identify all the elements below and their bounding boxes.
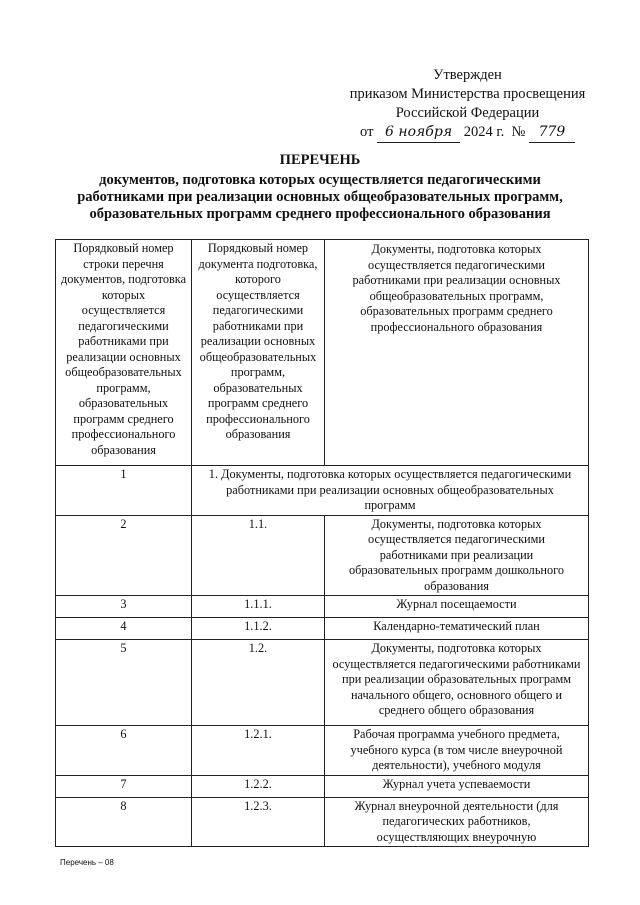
row-text: Документы, подготовка которых осуществляется педагогическими работниками при реализации образовательных программ начального общего, основного общего и среднего общего образования — [325, 640, 589, 726]
order-line — [330, 123, 605, 143]
title-line-1: документов, подготовка которых осуществляется педагогическими — [99, 172, 541, 188]
approval-ministry: приказом Министерства просвещения — [349, 86, 586, 102]
row-text: Календарно-тематический план — [325, 618, 589, 640]
row-number: 5 — [56, 640, 192, 726]
row-text: Журнал внеурочной деятельности (для педагогических работников, осуществляющих внеурочную — [325, 797, 589, 847]
row-text: Журнал посещаемости — [325, 596, 589, 618]
row-number: 8 — [56, 797, 192, 847]
row-code: 1.2.2. — [192, 775, 325, 797]
table-row — [56, 596, 589, 618]
row-code: 1.1. — [192, 515, 325, 596]
page-footer: Перечень – 08 — [60, 858, 114, 867]
table-section-row — [56, 466, 589, 516]
approval-title: Утвержден — [433, 67, 502, 83]
row-text: Рабочая программа учебного предмета, учебного курса (в том числе внеурочной деятельности), учебного модуля — [325, 726, 589, 776]
header-documents: Документы, подготовка которых осуществляется педагогическими работниками при реализации основных общеобразовательных программ, образовательных программ среднего профессионального образования — [325, 240, 589, 466]
row-number: 3 — [56, 596, 192, 618]
order-prefix: от — [360, 124, 374, 140]
handwritten-date: 6 ноября — [377, 123, 460, 143]
row-code: 1.2. — [192, 640, 325, 726]
approval-block — [330, 66, 605, 143]
section-row-text: 1. Документы, подготовка которых осуществляется педагогическими работниками при реализации основных общеобразовательных программ — [192, 466, 589, 516]
title-line-2: работниками при реализации основных общеобразовательных программ, — [77, 189, 563, 205]
number-sign: № — [511, 124, 526, 140]
table-row — [56, 515, 589, 596]
document-title — [60, 152, 580, 223]
documents-table — [55, 239, 589, 847]
table-row — [56, 618, 589, 640]
order-year: 2024 г. — [463, 124, 505, 140]
table-row — [56, 726, 589, 776]
row-code: 1.2.3. — [192, 797, 325, 847]
table-row — [56, 775, 589, 797]
row-text: Документы, подготовка которых осуществляется педагогическими работниками при реализации образовательных программ дошкольного образования — [325, 515, 589, 596]
row-number: 6 — [56, 726, 192, 776]
row-code: 1.1.1. — [192, 596, 325, 618]
table-row — [56, 640, 589, 726]
header-doc-number: Порядковый номер документа подготовка, которого осуществляется педагогическими работниками при реализации основных общеобразовательных программ, образовательных программ среднего профессионального образования — [192, 240, 325, 466]
title-heading: ПЕРЕЧЕНЬ — [279, 152, 361, 168]
approval-country: Российской Федерации — [395, 105, 540, 121]
handwritten-number: 779 — [529, 123, 575, 143]
table-row — [56, 797, 589, 847]
table-header-row — [56, 240, 589, 466]
row-code: 1.1.2. — [192, 618, 325, 640]
title-line-3: образовательных программ среднего профессионального образования — [89, 206, 551, 222]
row-code: 1.2.1. — [192, 726, 325, 776]
row-number: 2 — [56, 515, 192, 596]
row-number: 7 — [56, 775, 192, 797]
row-number: 4 — [56, 618, 192, 640]
section-row-number: 1 — [56, 466, 192, 516]
header-row-number: Порядковый номер строки перечня документов, подготовка которых осуществляется педагогическими работниками при реализации основных общеобразовательных программ, образовательных программ среднего профессионального образования — [56, 240, 192, 466]
row-text: Журнал учета успеваемости — [325, 775, 589, 797]
